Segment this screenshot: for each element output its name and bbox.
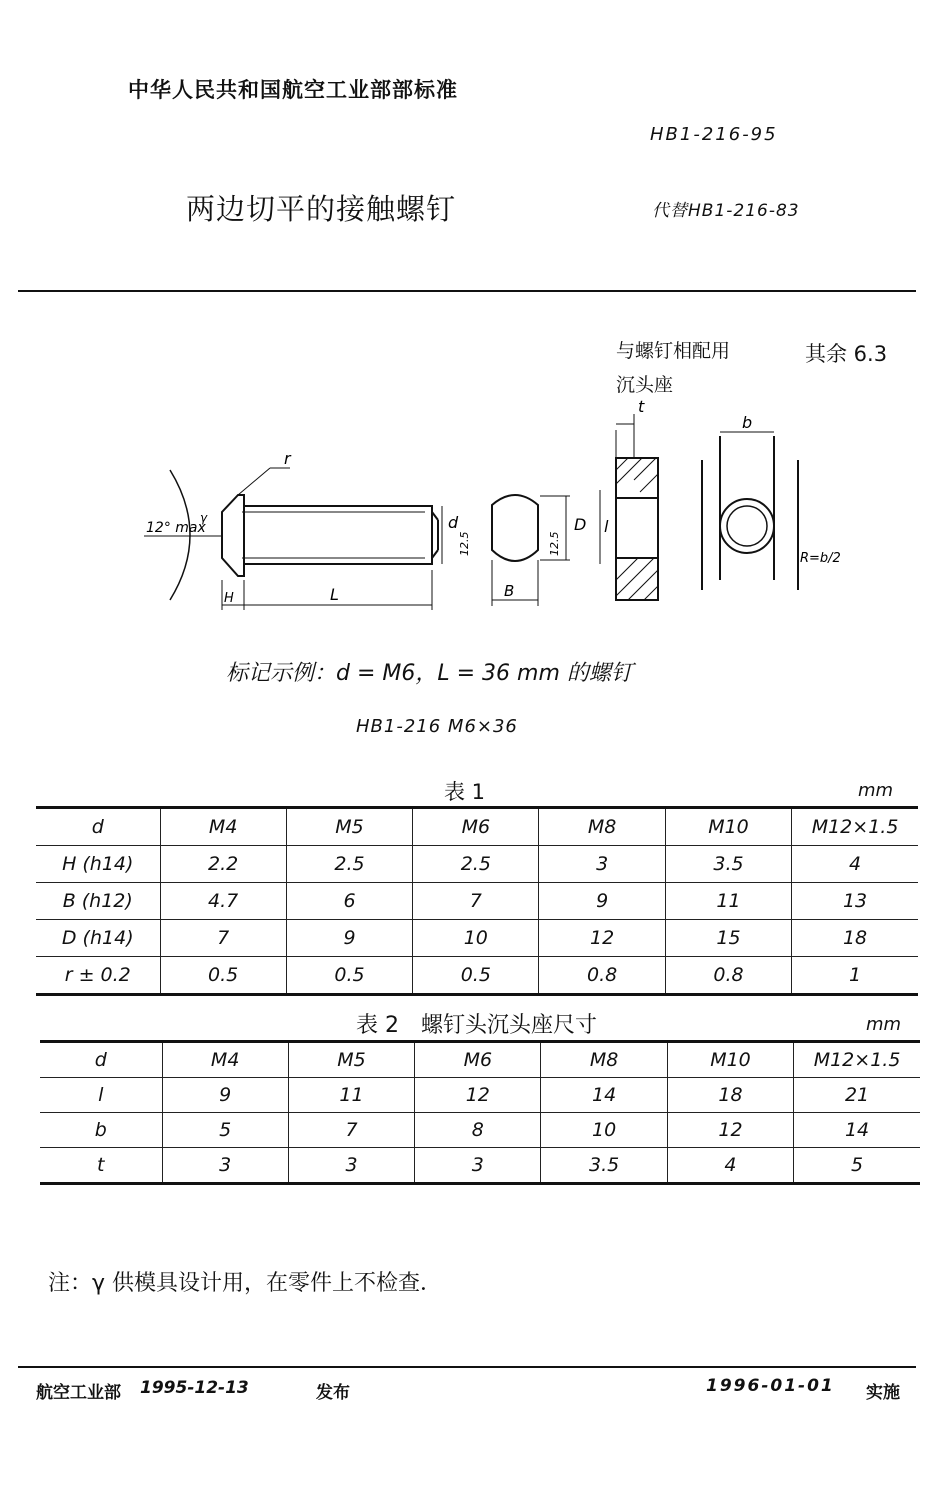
- table-cell: 18: [792, 920, 918, 957]
- label-D: D: [574, 515, 587, 534]
- table-row: [40, 1148, 920, 1184]
- table-cell: 11: [288, 1078, 414, 1113]
- table-row: [36, 846, 918, 883]
- table1-unit: mm: [858, 780, 894, 801]
- screw-head-outline: [222, 495, 244, 576]
- label-d-value: 12.5: [458, 531, 471, 556]
- label-b: b: [742, 413, 753, 432]
- table-cell: M6: [413, 808, 539, 846]
- issuing-organization: 中华人民共和国航空工业部部标准: [128, 78, 458, 102]
- page-title: 两边切平的接触螺钉: [186, 192, 457, 226]
- table-cell: 12: [667, 1113, 793, 1148]
- table-cell: 0.8: [665, 957, 791, 995]
- table-header-row: [36, 808, 918, 846]
- table-cell: 3.5: [541, 1148, 667, 1184]
- label-t: t: [638, 400, 645, 416]
- table-cell: 3.5: [665, 846, 791, 883]
- table-cell: 14: [541, 1078, 667, 1113]
- screw-drawing: [130, 400, 850, 620]
- label-R: R=b/2: [800, 551, 841, 566]
- table-cell: 3: [415, 1148, 541, 1184]
- table-header-row: [40, 1042, 920, 1078]
- table-row: [36, 883, 918, 920]
- table-cell: 8: [415, 1113, 541, 1148]
- table-cell: 0.5: [160, 957, 286, 995]
- table-cell: 0.8: [539, 957, 665, 995]
- table-cell: 3: [288, 1148, 414, 1184]
- table-cell: M4: [160, 808, 286, 846]
- header-divider: [18, 290, 916, 292]
- head-end-view: [492, 495, 538, 561]
- table-cell: d: [36, 808, 160, 846]
- screw-shank-outline: [244, 506, 432, 564]
- label-L: L: [330, 585, 339, 604]
- countersink-section: [616, 458, 658, 600]
- label-angle: 12° max: [146, 520, 206, 536]
- table-cell: D (h14): [36, 920, 160, 957]
- table-cell: M12×1.5: [794, 1042, 920, 1078]
- table-cell: B (h12): [36, 883, 160, 920]
- table-cell: H (h14): [36, 846, 160, 883]
- table-cell: M12×1.5: [792, 808, 918, 846]
- marking-code: HB1-216 M6×36: [356, 716, 518, 737]
- table-cell: M8: [541, 1042, 667, 1078]
- label-gamma: γ: [200, 511, 208, 525]
- table-cell: 2.5: [413, 846, 539, 883]
- table-cell: 10: [413, 920, 539, 957]
- table-cell: l: [40, 1078, 162, 1113]
- footer-effective-date: 1996-01-01: [706, 1376, 835, 1396]
- table-cell: 9: [162, 1078, 288, 1113]
- table-cell: 4.7: [160, 883, 286, 920]
- table-cell: M5: [288, 1042, 414, 1078]
- table-cell: 0.5: [413, 957, 539, 995]
- countersink-note-line1: 与螺钉相配用: [616, 340, 731, 362]
- footer-effective-label: 实施: [866, 1383, 900, 1403]
- table-cell: 7: [160, 920, 286, 957]
- table-cell: 0.5: [286, 957, 412, 995]
- table-cell: 9: [539, 883, 665, 920]
- table-row: [36, 920, 918, 957]
- label-H: H: [224, 591, 234, 606]
- table-cell: 2.2: [160, 846, 286, 883]
- table-cell: 7: [413, 883, 539, 920]
- table-cell: M10: [665, 808, 791, 846]
- marking-example: 标记示例：d = M6，L = 36 mm 的螺钉: [226, 661, 633, 686]
- table-row: [36, 957, 918, 995]
- roughness-note: 其余 6.3: [805, 342, 888, 366]
- replaces-standard: 代替HB1-216-83: [652, 201, 800, 221]
- label-r: r: [284, 449, 291, 468]
- table-cell: 21: [794, 1078, 920, 1113]
- table-cell: M4: [162, 1042, 288, 1078]
- table2-caption: 表 2 螺钉头沉头座尺寸: [356, 1013, 597, 1038]
- table-cell: b: [40, 1113, 162, 1148]
- countersink-note: [616, 334, 730, 402]
- table-cell: 1: [792, 957, 918, 995]
- table-cell: 3: [162, 1148, 288, 1184]
- table-cell: 6: [286, 883, 412, 920]
- label-D-value: 12.5: [548, 531, 561, 556]
- table-cell: M10: [667, 1042, 793, 1078]
- table1-caption: 表 1: [444, 780, 486, 804]
- table-cell: M8: [539, 808, 665, 846]
- footer-issuer: 航空工业部: [36, 1383, 121, 1403]
- table-row: [40, 1078, 920, 1113]
- table-cell: 15: [665, 920, 791, 957]
- dimension-table-2: [40, 1040, 920, 1185]
- document-number: HB1-216-95: [650, 124, 778, 145]
- table-cell: d: [40, 1042, 162, 1078]
- table-cell: r ± 0.2: [36, 957, 160, 995]
- label-B: B: [504, 582, 515, 600]
- table2-unit: mm: [866, 1014, 902, 1035]
- footer-issue-date: 1995-12-13: [140, 1378, 249, 1398]
- table-cell: 18: [667, 1078, 793, 1113]
- table-cell: 5: [162, 1113, 288, 1148]
- countersink-note-line2: 沉头座: [616, 374, 674, 396]
- table-cell: 7: [288, 1113, 414, 1148]
- table-cell: 2.5: [286, 846, 412, 883]
- table-cell: 14: [794, 1113, 920, 1148]
- table-cell: M6: [415, 1042, 541, 1078]
- footer-divider: [18, 1366, 916, 1368]
- label-d: d: [448, 513, 459, 532]
- table-cell: 12: [539, 920, 665, 957]
- table-cell: 11: [665, 883, 791, 920]
- table-cell: 5: [794, 1148, 920, 1184]
- table-cell: t: [40, 1148, 162, 1184]
- table-cell: 3: [539, 846, 665, 883]
- footer-issue-label: 发布: [316, 1383, 350, 1403]
- table-cell: M5: [286, 808, 412, 846]
- label-l: l: [604, 517, 609, 536]
- table-cell: 13: [792, 883, 918, 920]
- table-cell: 4: [667, 1148, 793, 1184]
- table-cell: 4: [792, 846, 918, 883]
- table-cell: 10: [541, 1113, 667, 1148]
- table-row: [40, 1113, 920, 1148]
- table-cell: 9: [286, 920, 412, 957]
- table-cell: 12: [415, 1078, 541, 1113]
- dimension-table-1: [36, 806, 918, 996]
- footnote: 注：γ 供模具设计用，在零件上不检查．: [48, 1271, 443, 1296]
